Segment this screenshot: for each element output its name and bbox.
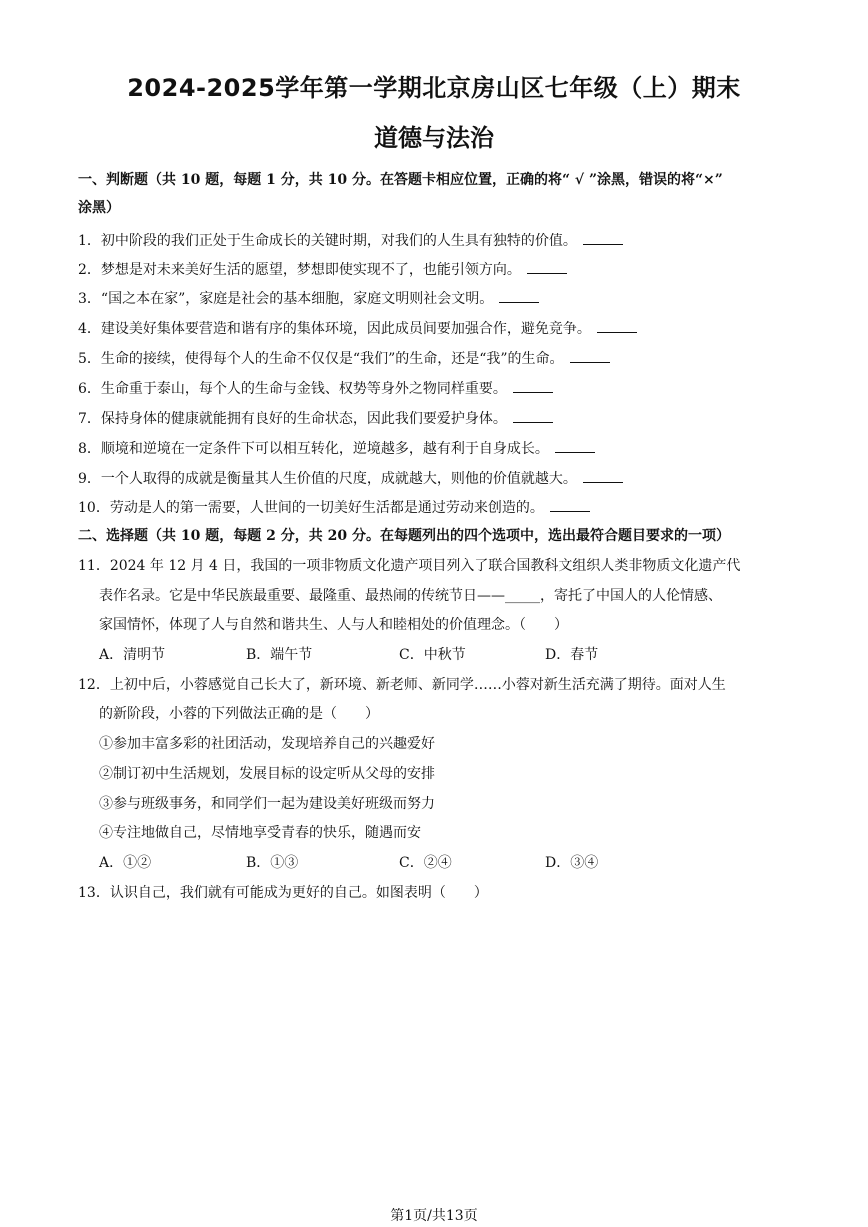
answer-blank bbox=[550, 497, 590, 512]
q11-line-1: 11．2024 年 12 月 4 日，我国的一项非物质文化遗产项目列入了联合国教科文组织人类非物质文化遗产代 bbox=[78, 558, 741, 574]
judge-item-2 bbox=[78, 259, 798, 280]
exam-title: 2024-2025学年第一学期北京房山区七年级（上）期末 bbox=[127, 74, 741, 102]
q12-statement-1: ①参加丰富多彩的社团活动，发现培养自己的兴趣爱好 bbox=[99, 736, 435, 752]
q11-option-c: C．中秋节 bbox=[399, 647, 466, 663]
q12-statement-3: ③参与班级事务，和同学们一起为建设美好班级而努力 bbox=[99, 796, 435, 812]
q12-option-a: A．①② bbox=[99, 855, 152, 871]
q12-option-d: D．③④ bbox=[545, 855, 599, 871]
page-footer: 第1页/共13页 bbox=[390, 1208, 478, 1224]
answer-blank bbox=[527, 259, 567, 274]
judge-item-text: 10．劳动是人的第一需要，人世间的一切美好生活都是通过劳动来创造的。 bbox=[78, 500, 544, 516]
judge-item-3 bbox=[78, 288, 798, 309]
answer-blank bbox=[583, 468, 623, 483]
section1-heading-cont: 涂黑） bbox=[78, 200, 120, 216]
judge-item-8 bbox=[78, 438, 798, 459]
q11-option-d: D．春节 bbox=[545, 647, 599, 663]
judge-item-9 bbox=[78, 468, 798, 489]
answer-blank bbox=[597, 318, 637, 333]
exam-subject: 道德与法治 bbox=[374, 124, 494, 152]
q11-line-3: 家国情怀，体现了人与自然和谐共生、人与人和睦相处的价值理念。（ ） bbox=[99, 617, 568, 633]
q11-line-2: 表作名录。它是中华民族最重要、最隆重、最热闹的传统节日——_____，寄托了中国人的人伦情感、 bbox=[99, 588, 722, 604]
q11-option-b: B．端午节 bbox=[246, 647, 313, 663]
judge-item-text: 6．生命重于泰山，每个人的生命与金钱、权势等身外之物同样重要。 bbox=[78, 381, 507, 397]
q12-statement-2: ②制订初中生活规划，发展目标的设定听从父母的安排 bbox=[99, 766, 435, 782]
judge-item-text: 2．梦想是对未来美好生活的愿望，梦想即使实现不了，也能引领方向。 bbox=[78, 262, 521, 278]
judge-item-text: 7．保持身体的健康就能拥有良好的生命状态，因此我们要爱护身体。 bbox=[78, 411, 507, 427]
answer-blank bbox=[499, 288, 539, 303]
q12-statement-4: ④专注地做自己，尽情地享受青春的快乐，随遇而安 bbox=[99, 825, 421, 841]
section1-heading: 一、判断题（共 10 题，每题 1 分，共 10 分。在答题卡相应位置，正确的将“ √ ”涂黑，错误的将“×” bbox=[78, 172, 723, 188]
answer-blank bbox=[570, 348, 610, 363]
judge-item-text: 9．一个人取得的成就是衡量其人生价值的尺度，成就越大，则他的价值就越大。 bbox=[78, 471, 577, 487]
judge-item-text: 8．顺境和逆境在一定条件下可以相互转化，逆境越多，越有利于自身成长。 bbox=[78, 441, 549, 457]
q12-option-c: C．②④ bbox=[399, 855, 452, 871]
answer-blank bbox=[583, 230, 623, 245]
q11-option-a: A．清明节 bbox=[99, 647, 166, 663]
judge-item-7 bbox=[78, 408, 798, 429]
answer-blank bbox=[513, 408, 553, 423]
judge-item-text: 4．建设美好集体要营造和谐有序的集体环境，因此成员间要加强合作，避免竞争。 bbox=[78, 321, 591, 337]
judge-item-10 bbox=[78, 497, 798, 518]
q12-line-2: 的新阶段，小蓉的下列做法正确的是（ ） bbox=[99, 706, 379, 722]
judge-item-text: 1．初中阶段的我们正处于生命成长的关键时期，对我们的人生具有独特的价值。 bbox=[78, 233, 577, 249]
q12-option-b: B．①③ bbox=[246, 855, 299, 871]
judge-item-1 bbox=[78, 230, 798, 251]
section2-heading: 二、选择题（共 10 题，每题 2 分，共 20 分。在每题列出的四个选项中，选出最符合题目要求的一项） bbox=[78, 528, 730, 544]
answer-blank bbox=[513, 378, 553, 393]
judge-item-text: 3．“国之本在家”，家庭是社会的基本细胞，家庭文明则社会文明。 bbox=[78, 291, 494, 307]
q12-line-1: 12．上初中后，小蓉感觉自己长大了，新环境、新老师、新同学……小蓉对新生活充满了期待。面对人生 bbox=[78, 677, 726, 693]
judge-item-text: 5．生命的接续，使得每个人的生命不仅仅是“我们”的生命，还是“我”的生命。 bbox=[78, 351, 564, 367]
answer-blank bbox=[555, 438, 595, 453]
q13-line-1: 13．认识自己，我们就有可能成为更好的自己。如图表明（ ） bbox=[78, 885, 488, 901]
judge-item-4 bbox=[78, 318, 798, 339]
judge-item-6 bbox=[78, 378, 798, 399]
judge-item-5 bbox=[78, 348, 798, 369]
